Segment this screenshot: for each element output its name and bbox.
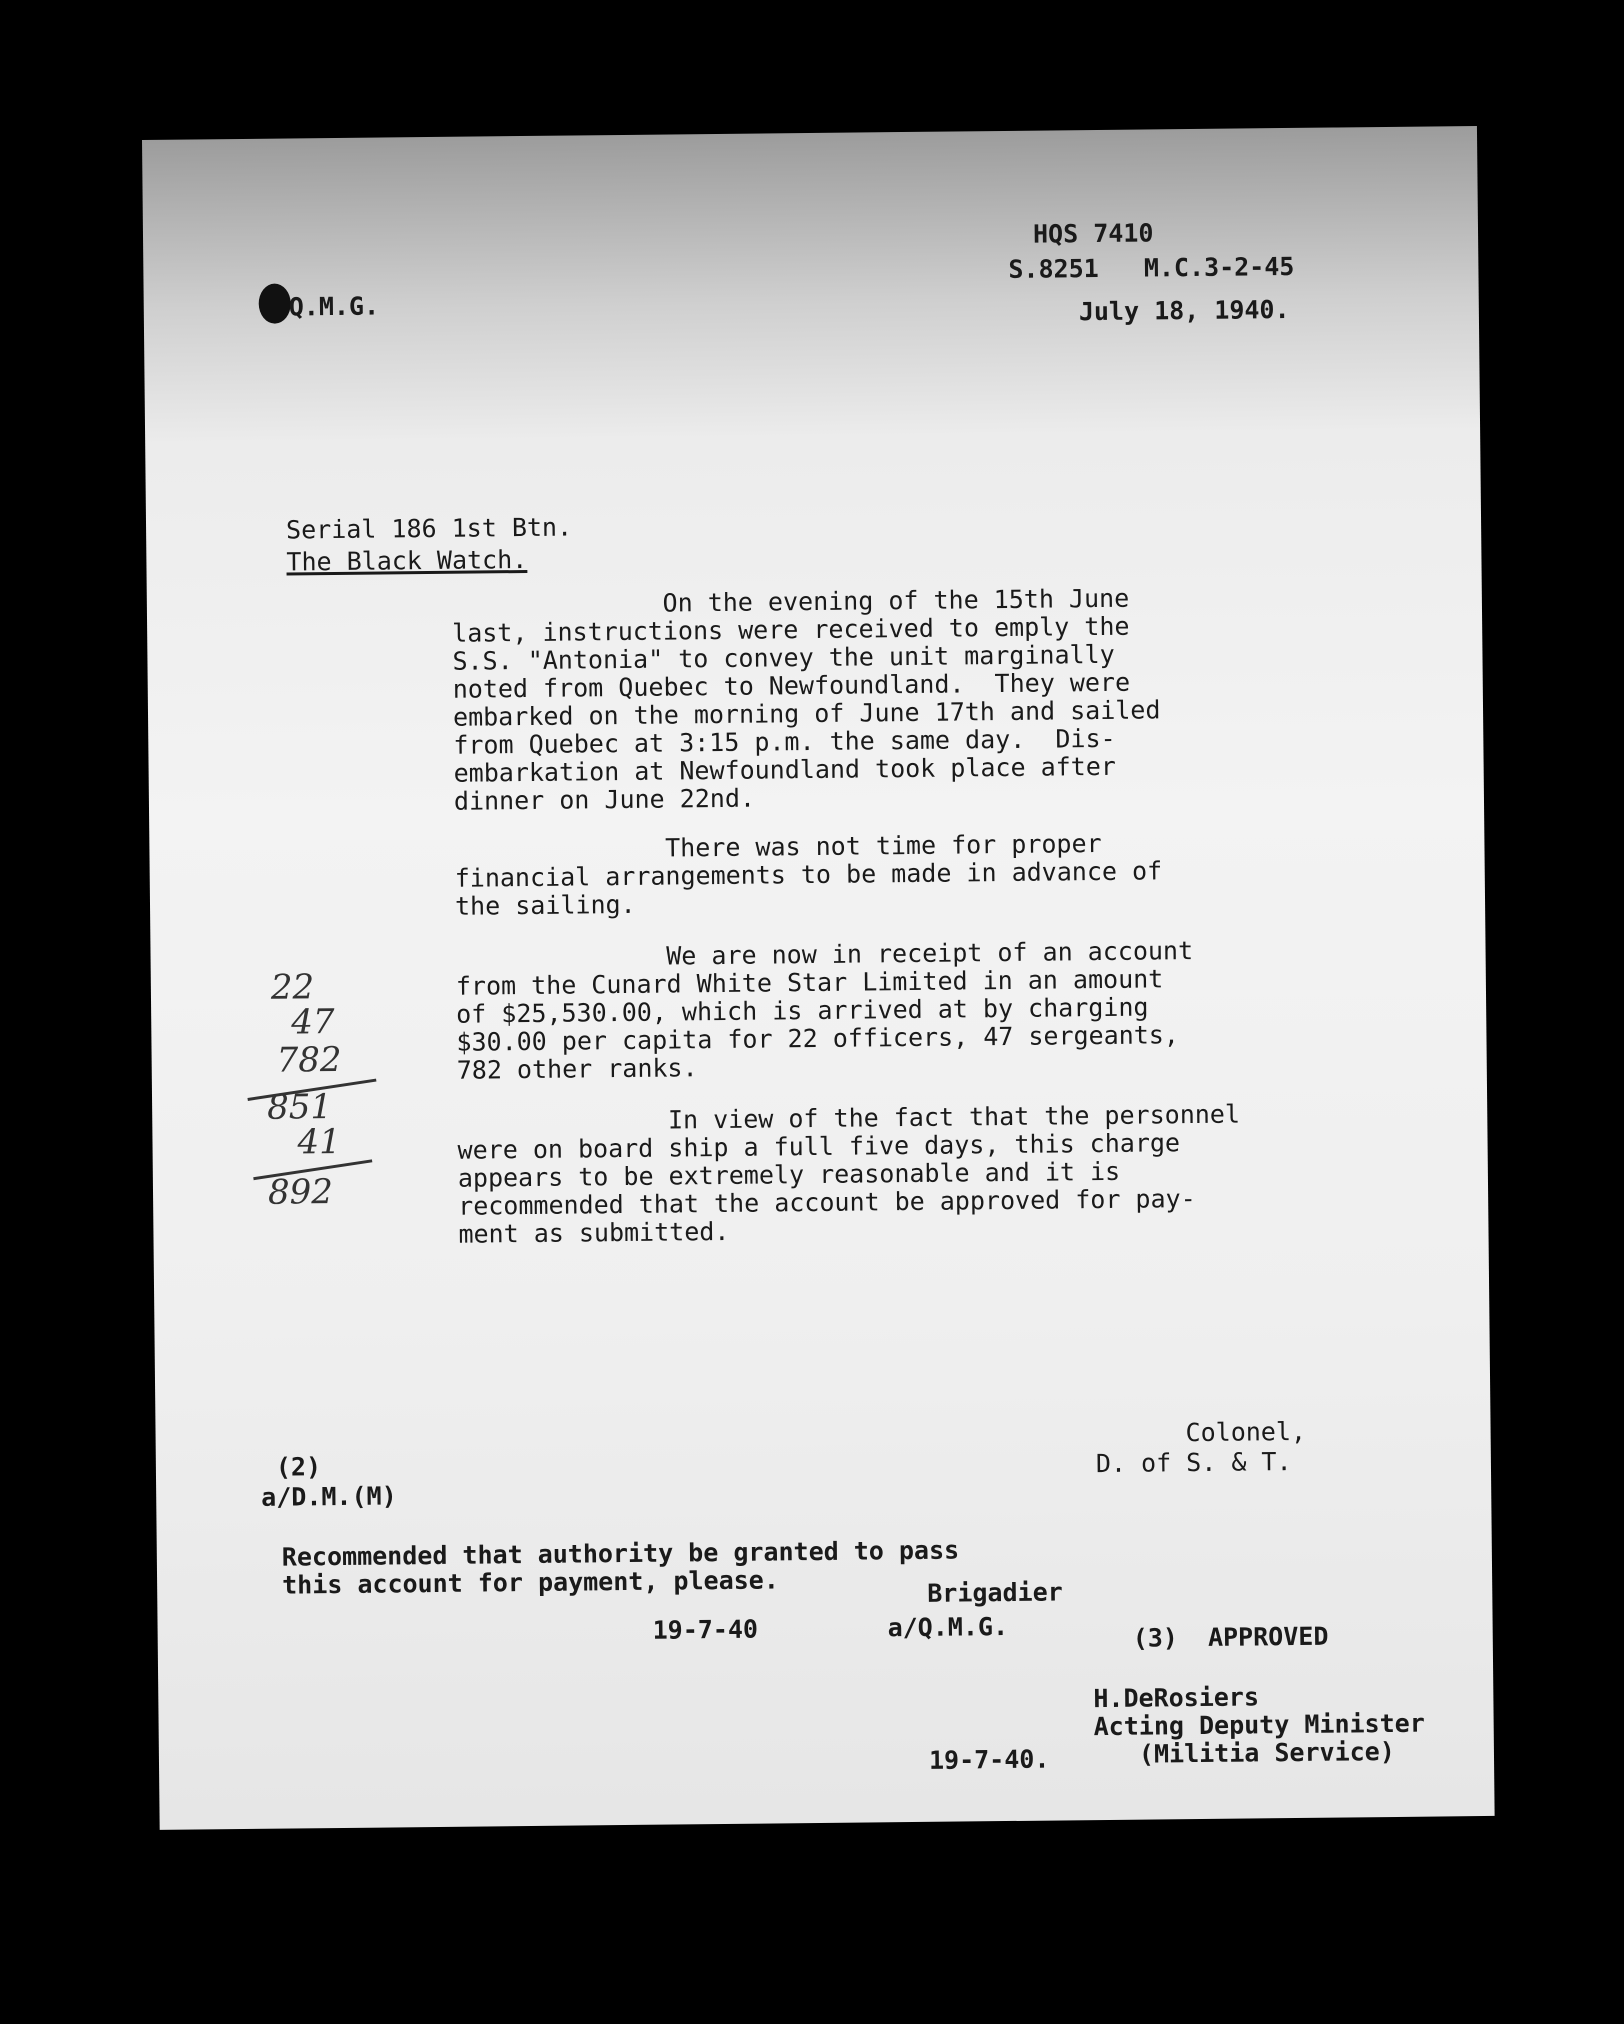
text-line: from Quebec at 3:15 p.m. the same day. Dis- [453,723,1116,760]
approver-title: Acting Deputy Minister [1093,1708,1425,1742]
text-line: embarkation at Newfoundland took place after [453,751,1117,788]
text-line: embarked on the morning of June 17th and sailed [452,695,1161,732]
text-line: financial arrangements to be made in advance of [454,856,1163,893]
minute-text: Recommended that authority be granted to pass [281,1535,960,1572]
minute-rank: Brigadier [927,1577,1063,1608]
text-line: On the evening of the 15th June [451,583,1130,620]
approval-status: (3) APPROVED [1132,1621,1329,1653]
file-reference: S.8251 M.C.3-2-45 [1008,251,1295,284]
text-line: In view of the fact that the personnel [457,1099,1241,1137]
margin-note-unit: The Black Watch. [286,544,528,577]
text-line: recommended that the account be approved for pay- [458,1184,1196,1221]
signatory-office: D. of S. & T. [1095,1447,1292,1479]
letter-date: July 18, 1940. [1078,294,1290,327]
approval-date: 19-7-40. [928,1744,1050,1775]
text-line: were on board ship a full five days, this charge [457,1128,1181,1165]
text-line: appears to be extremely reasonable and it is [457,1156,1121,1193]
text-line: the sailing. [454,889,636,921]
minute-office: a/Q.M.G. [887,1612,1009,1643]
margin-note-serial: Serial 186 1st Btn. [285,512,573,545]
tally-number: 47 [291,1002,335,1043]
approver-name: H.DeRosiers [1093,1682,1260,1714]
tally-number: 851 [266,1087,333,1128]
tally-number: 22 [270,967,315,1008]
text-line: noted from Quebec to Newfoundland. They were [452,667,1131,704]
tally-number: 892 [267,1172,334,1213]
signatory-rank: Colonel, [1185,1416,1307,1448]
minute-addressee: a/D.M.(M) [261,1481,397,1512]
minute-date: 19-7-40 [652,1614,759,1645]
text-line: of $25,530.00, which is arrived at by charging [456,992,1149,1029]
text-line: 782 other ranks. [456,1053,698,1085]
text-line: $30.00 per capita for 22 officers, 47 sergeants, [456,1020,1180,1057]
text-line: There was not time for proper [454,828,1102,865]
text-line: last, instructions were received to emply the [452,611,1130,648]
minute-number: (2) [275,1452,322,1482]
tally-number: 41 [297,1121,341,1163]
tally-number: 782 [276,1039,342,1081]
minute-text: this account for payment, please. [281,1565,779,1600]
hqs-number: HQS 7410 [1032,218,1154,249]
text-line: dinner on June 22nd. [453,783,756,816]
document-page [142,126,1495,1830]
text-line: S.S. "Antonia" to convey the unit marginally [452,639,1115,676]
text-line: ment as submitted. [458,1216,730,1249]
text-line: We are now in receipt of an account [455,936,1194,973]
addressee: Q.M.G. [288,291,380,322]
approver-service: (Militia Service) [1138,1736,1395,1769]
text-line: from the Cunard White Star Limited in an amount [455,964,1164,1001]
punch-hole [259,283,291,323]
